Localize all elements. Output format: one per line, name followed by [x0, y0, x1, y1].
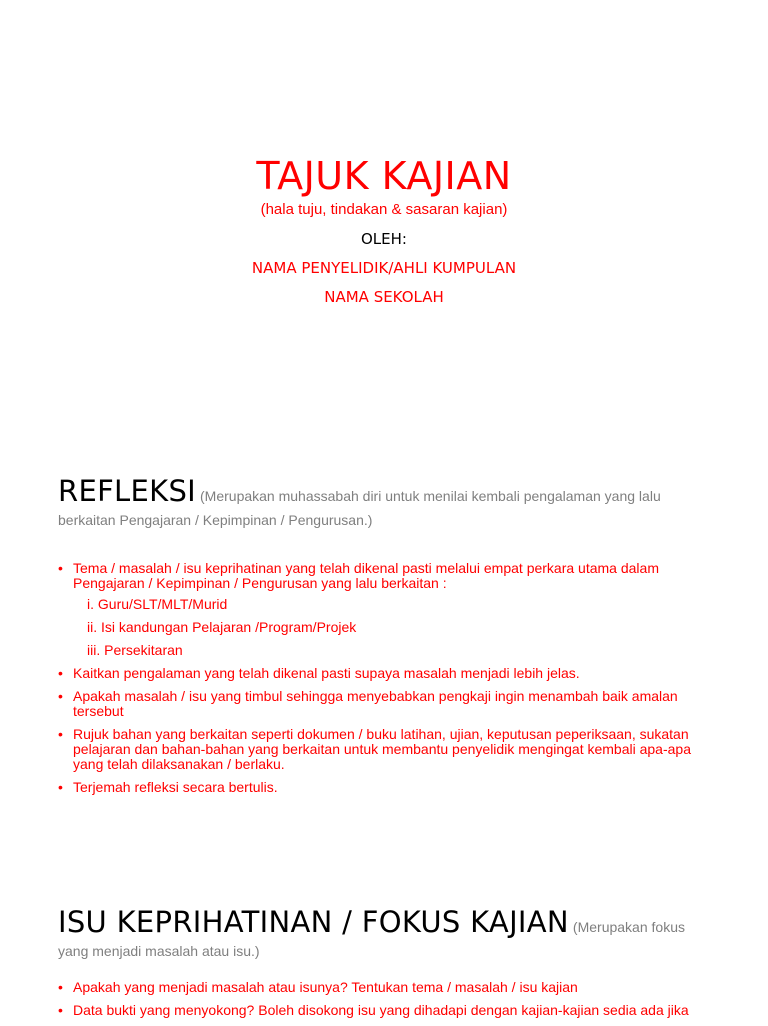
list-item: • Terjemah refleksi secara bertulis.: [58, 780, 718, 795]
main-subtitle: (hala tuju, tindakan & sasaran kajian): [260, 201, 508, 218]
refleksi-sub-list: [87, 597, 718, 658]
list-item: • Data bukti yang menyokong? Boleh disokong isu yang dihadapi dengan kajian-kajian sedia ada jika: [58, 1003, 718, 1018]
by-label: OLEH:: [361, 230, 407, 248]
refleksi-note: (Merupakan muhassabah diri untuk menilai kembali pengalaman yang lalu: [200, 488, 661, 504]
list-item: • Rujuk bahan yang berkaitan seperti dokumen / buku latihan, ujian, keputusan peperiksaan, sukatan pelajaran dan bahan-bahan yang berkaitan untuk membantu penyelidik mengingat kembali apa-apa yang telah dilaksanakan / berlaku.: [58, 727, 718, 772]
title-slide: [0, 150, 768, 307]
refleksi-note-continued: berkaitan Pengajaran / Kepimpinan / Pengurusan.): [58, 512, 373, 528]
researcher-name: NAMA PENYELIDIK/AHLI KUMPULAN: [251, 259, 517, 277]
isu-note: (Merupakan fokus: [572, 919, 685, 935]
refleksi-heading: [58, 476, 718, 529]
isu-note-continued: yang menjadi masalah atau isu.): [58, 943, 260, 959]
list-item: • Apakah masalah / isu yang timbul sehingga menyebabkan pengkaji ingin menambah baik amalan tersebut: [58, 689, 718, 719]
isu-heading: [58, 907, 718, 960]
refleksi-title: REFLEKSI: [58, 474, 197, 508]
list-item: • Apakah yang menjadi masalah atau isunya? Tentukan tema / masalah / isu kajian: [58, 980, 718, 995]
list-item: • Kaitkan pengalaman yang telah dikenal pasti supaya masalah menjadi lebih jelas.: [58, 666, 718, 681]
refleksi-bullet-list: [58, 561, 718, 795]
isu-title: ISU KEPRIHATINAN / FOKUS KAJIAN: [58, 905, 569, 939]
refleksi-section: [58, 476, 718, 803]
sub-list-item: iii. Persekitaran: [87, 642, 183, 658]
sub-list-item: ii. Isi kandungan Pelajaran /Program/Projek: [87, 619, 357, 635]
refleksi-bullet-1: Tema / masalah / isu keprihatinan yang telah dikenal pasti melalui empat perkara utama dalam Pengajaran / Kepimpinan / Pengurusan yang lalu berkaitan :: [73, 560, 659, 591]
school-name: NAMA SEKOLAH: [324, 288, 444, 306]
sub-list-item: i. Guru/SLT/MLT/Murid: [87, 596, 228, 612]
main-title: TAJUK KAJIAN: [256, 154, 512, 198]
list-item: [58, 561, 718, 658]
isu-section: [58, 907, 718, 1026]
isu-bullet-list: [58, 980, 718, 1018]
